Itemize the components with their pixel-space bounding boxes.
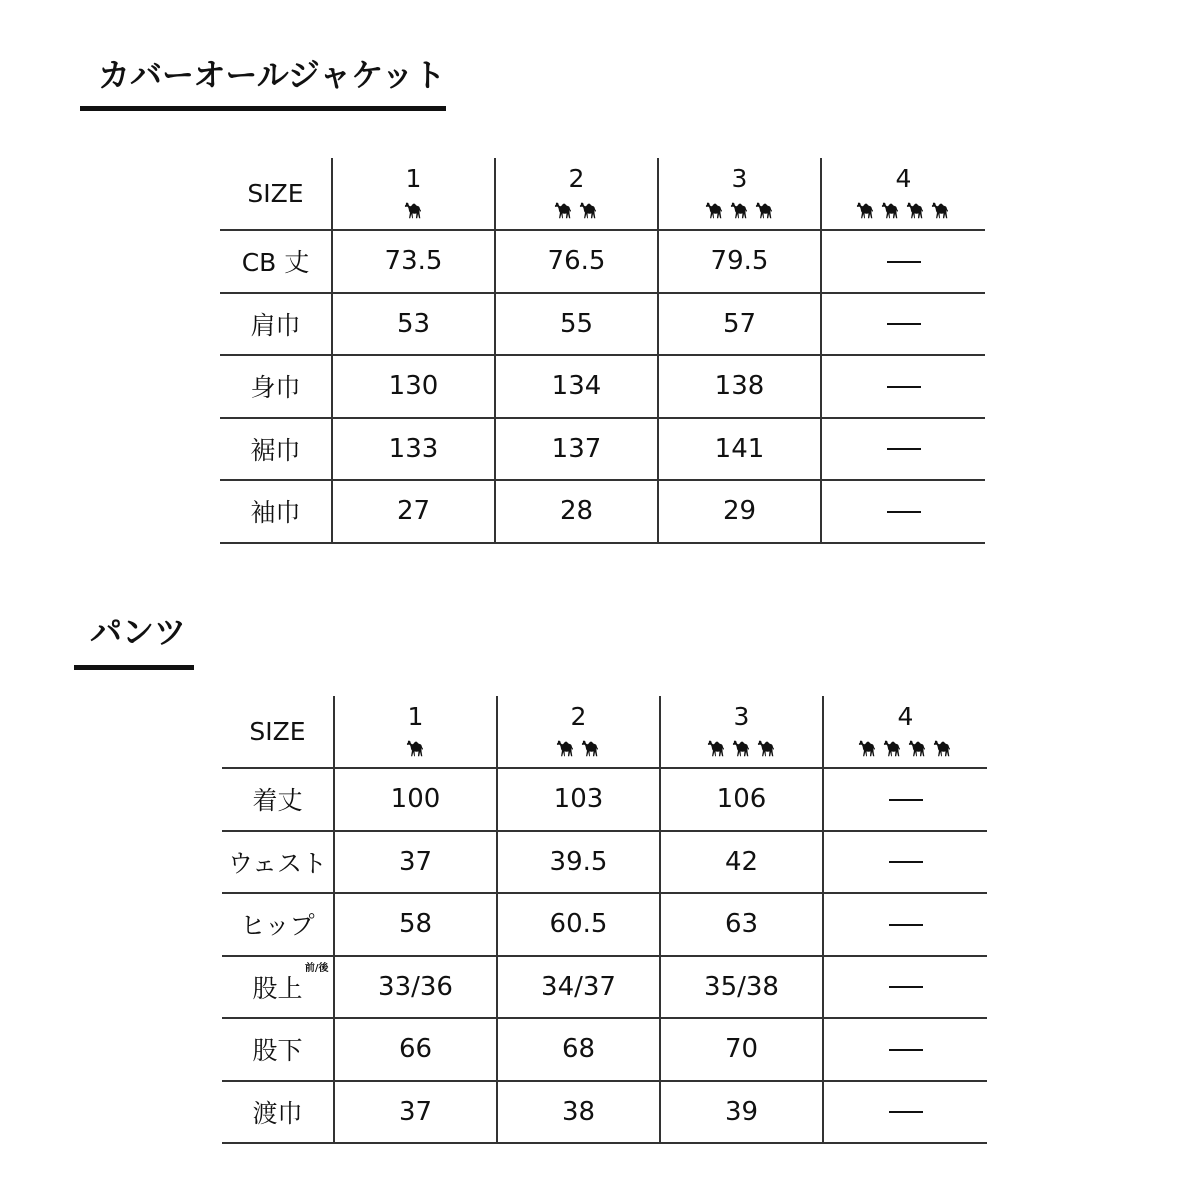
camel-icon [706,737,728,759]
size-number: 2 [570,701,587,731]
unavailable-cell [821,418,985,481]
dash-icon [889,1111,923,1113]
pants-size-header-2 [497,696,660,768]
camel-size-marker [403,196,425,224]
measurement-cell: 60.5 [497,893,660,956]
measurement-cell: 134 [495,355,658,418]
unavailable-cell [821,480,985,543]
table-row [220,293,985,356]
pants-size-table [222,696,987,1144]
dash-icon [889,986,923,988]
camel-size-marker [405,734,427,762]
camel-icon [756,737,778,759]
measurement-cell: 29 [658,480,821,543]
unavailable-cell [821,293,985,356]
camel-icon [704,199,726,221]
measurement-cell: 55 [495,293,658,356]
camel-icon [403,199,425,221]
size-number: 1 [405,163,422,193]
dash-icon [887,511,921,513]
camel-size-marker [553,196,600,224]
measurement-cell: 137 [495,418,658,481]
unavailable-cell [821,355,985,418]
measurement-cell: 106 [660,768,823,831]
dash-icon [887,386,921,388]
size-number: 3 [733,701,750,731]
table-row [222,768,987,831]
camel-size-marker [855,196,952,224]
size-number: 4 [895,163,912,193]
camel-icon [731,737,753,759]
measurement-cell: 133 [332,418,495,481]
table-row [220,418,985,481]
camel-icon [907,737,929,759]
jacket-size-header-4 [821,158,985,230]
measurement-cell: 34/37 [497,956,660,1019]
camel-icon [880,199,902,221]
measurement-cell: 141 [658,418,821,481]
camel-icon [578,199,600,221]
row-label: 裾巾 [220,418,332,481]
measurement-cell: 68 [497,1018,660,1081]
size-number: 4 [897,701,914,731]
measurement-cell: 130 [332,355,495,418]
measurement-cell: 63 [660,893,823,956]
measurement-cell: 42 [660,831,823,894]
measurement-cell: 73.5 [332,230,495,293]
camel-icon [729,199,751,221]
table-row [222,893,987,956]
measurement-cell: 53 [332,293,495,356]
measurement-cell: 70 [660,1018,823,1081]
jacket-size-header-3 [658,158,821,230]
camel-icon [580,737,602,759]
measurement-cell: 39.5 [497,831,660,894]
row-label [222,956,334,1019]
unavailable-cell [823,893,987,956]
camel-size-marker [706,734,778,762]
unavailable-cell [823,831,987,894]
pants-size-header-3 [660,696,823,768]
jacket-size-header-1 [332,158,495,230]
size-number: 1 [407,701,424,731]
measurement-cell: 66 [334,1018,497,1081]
measurement-cell: 37 [334,831,497,894]
row-label: 股下 [222,1018,334,1081]
camel-icon [754,199,776,221]
dash-icon [889,861,923,863]
dash-icon [887,448,921,450]
measurement-cell: 27 [332,480,495,543]
row-label: 渡巾 [222,1081,334,1144]
measurement-cell: 57 [658,293,821,356]
measurement-cell: 35/38 [660,956,823,1019]
camel-size-marker [857,734,954,762]
camel-size-marker [555,734,602,762]
unavailable-cell [823,956,987,1019]
measurement-cell: 33/36 [334,956,497,1019]
camel-icon [905,199,927,221]
camel-icon [882,737,904,759]
camel-icon [932,737,954,759]
camel-icon [930,199,952,221]
table-row [222,1018,987,1081]
row-label: 袖巾 [220,480,332,543]
jacket-size-header-2 [495,158,658,230]
row-label: CB 丈 [220,230,332,293]
measurement-cell: 76.5 [495,230,658,293]
jacket-size-label: SIZE [220,158,332,230]
unavailable-cell [823,768,987,831]
row-label: ウェスト [222,831,334,894]
dash-icon [889,924,923,926]
dash-icon [889,799,923,801]
row-label: 着丈 [222,768,334,831]
measurement-cell: 138 [658,355,821,418]
dash-icon [887,261,921,263]
measurement-cell: 38 [497,1081,660,1144]
unavailable-cell [823,1081,987,1144]
row-label: 肩巾 [220,293,332,356]
camel-icon [857,737,879,759]
size-number: 3 [731,163,748,193]
table-row [220,355,985,418]
size-number: 2 [568,163,585,193]
measurement-cell: 39 [660,1081,823,1144]
front-back-note: 前/後 [304,962,329,974]
jacket-title-underline [80,106,446,111]
camel-icon [405,737,427,759]
table-row [220,230,985,293]
pants-size-header-4 [823,696,987,768]
pants-header-row [222,696,987,768]
jacket-header-row [220,158,985,230]
pants-section-title: パンツ [90,613,187,651]
pants-size-label: SIZE [222,696,334,768]
measurement-cell: 79.5 [658,230,821,293]
jacket-section-title: カバーオールジャケット [98,56,446,94]
camel-icon [555,737,577,759]
table-row [222,956,987,1019]
measurement-cell: 103 [497,768,660,831]
dash-icon [887,323,921,325]
unavailable-cell [823,1018,987,1081]
measurement-cell: 100 [334,768,497,831]
pants-title-underline [74,665,194,670]
table-row [222,1081,987,1144]
measurement-cell: 37 [334,1081,497,1144]
table-row [220,480,985,543]
row-label: ヒップ [222,893,334,956]
row-label-text: 股上 [252,973,303,1003]
measurement-cell: 28 [495,480,658,543]
row-label: 身巾 [220,355,332,418]
measurement-cell: 58 [334,893,497,956]
camel-icon [553,199,575,221]
unavailable-cell [821,230,985,293]
camel-icon [855,199,877,221]
jacket-size-table [220,158,985,544]
table-row [222,831,987,894]
dash-icon [889,1049,923,1051]
pants-size-header-1 [334,696,497,768]
camel-size-marker [704,196,776,224]
